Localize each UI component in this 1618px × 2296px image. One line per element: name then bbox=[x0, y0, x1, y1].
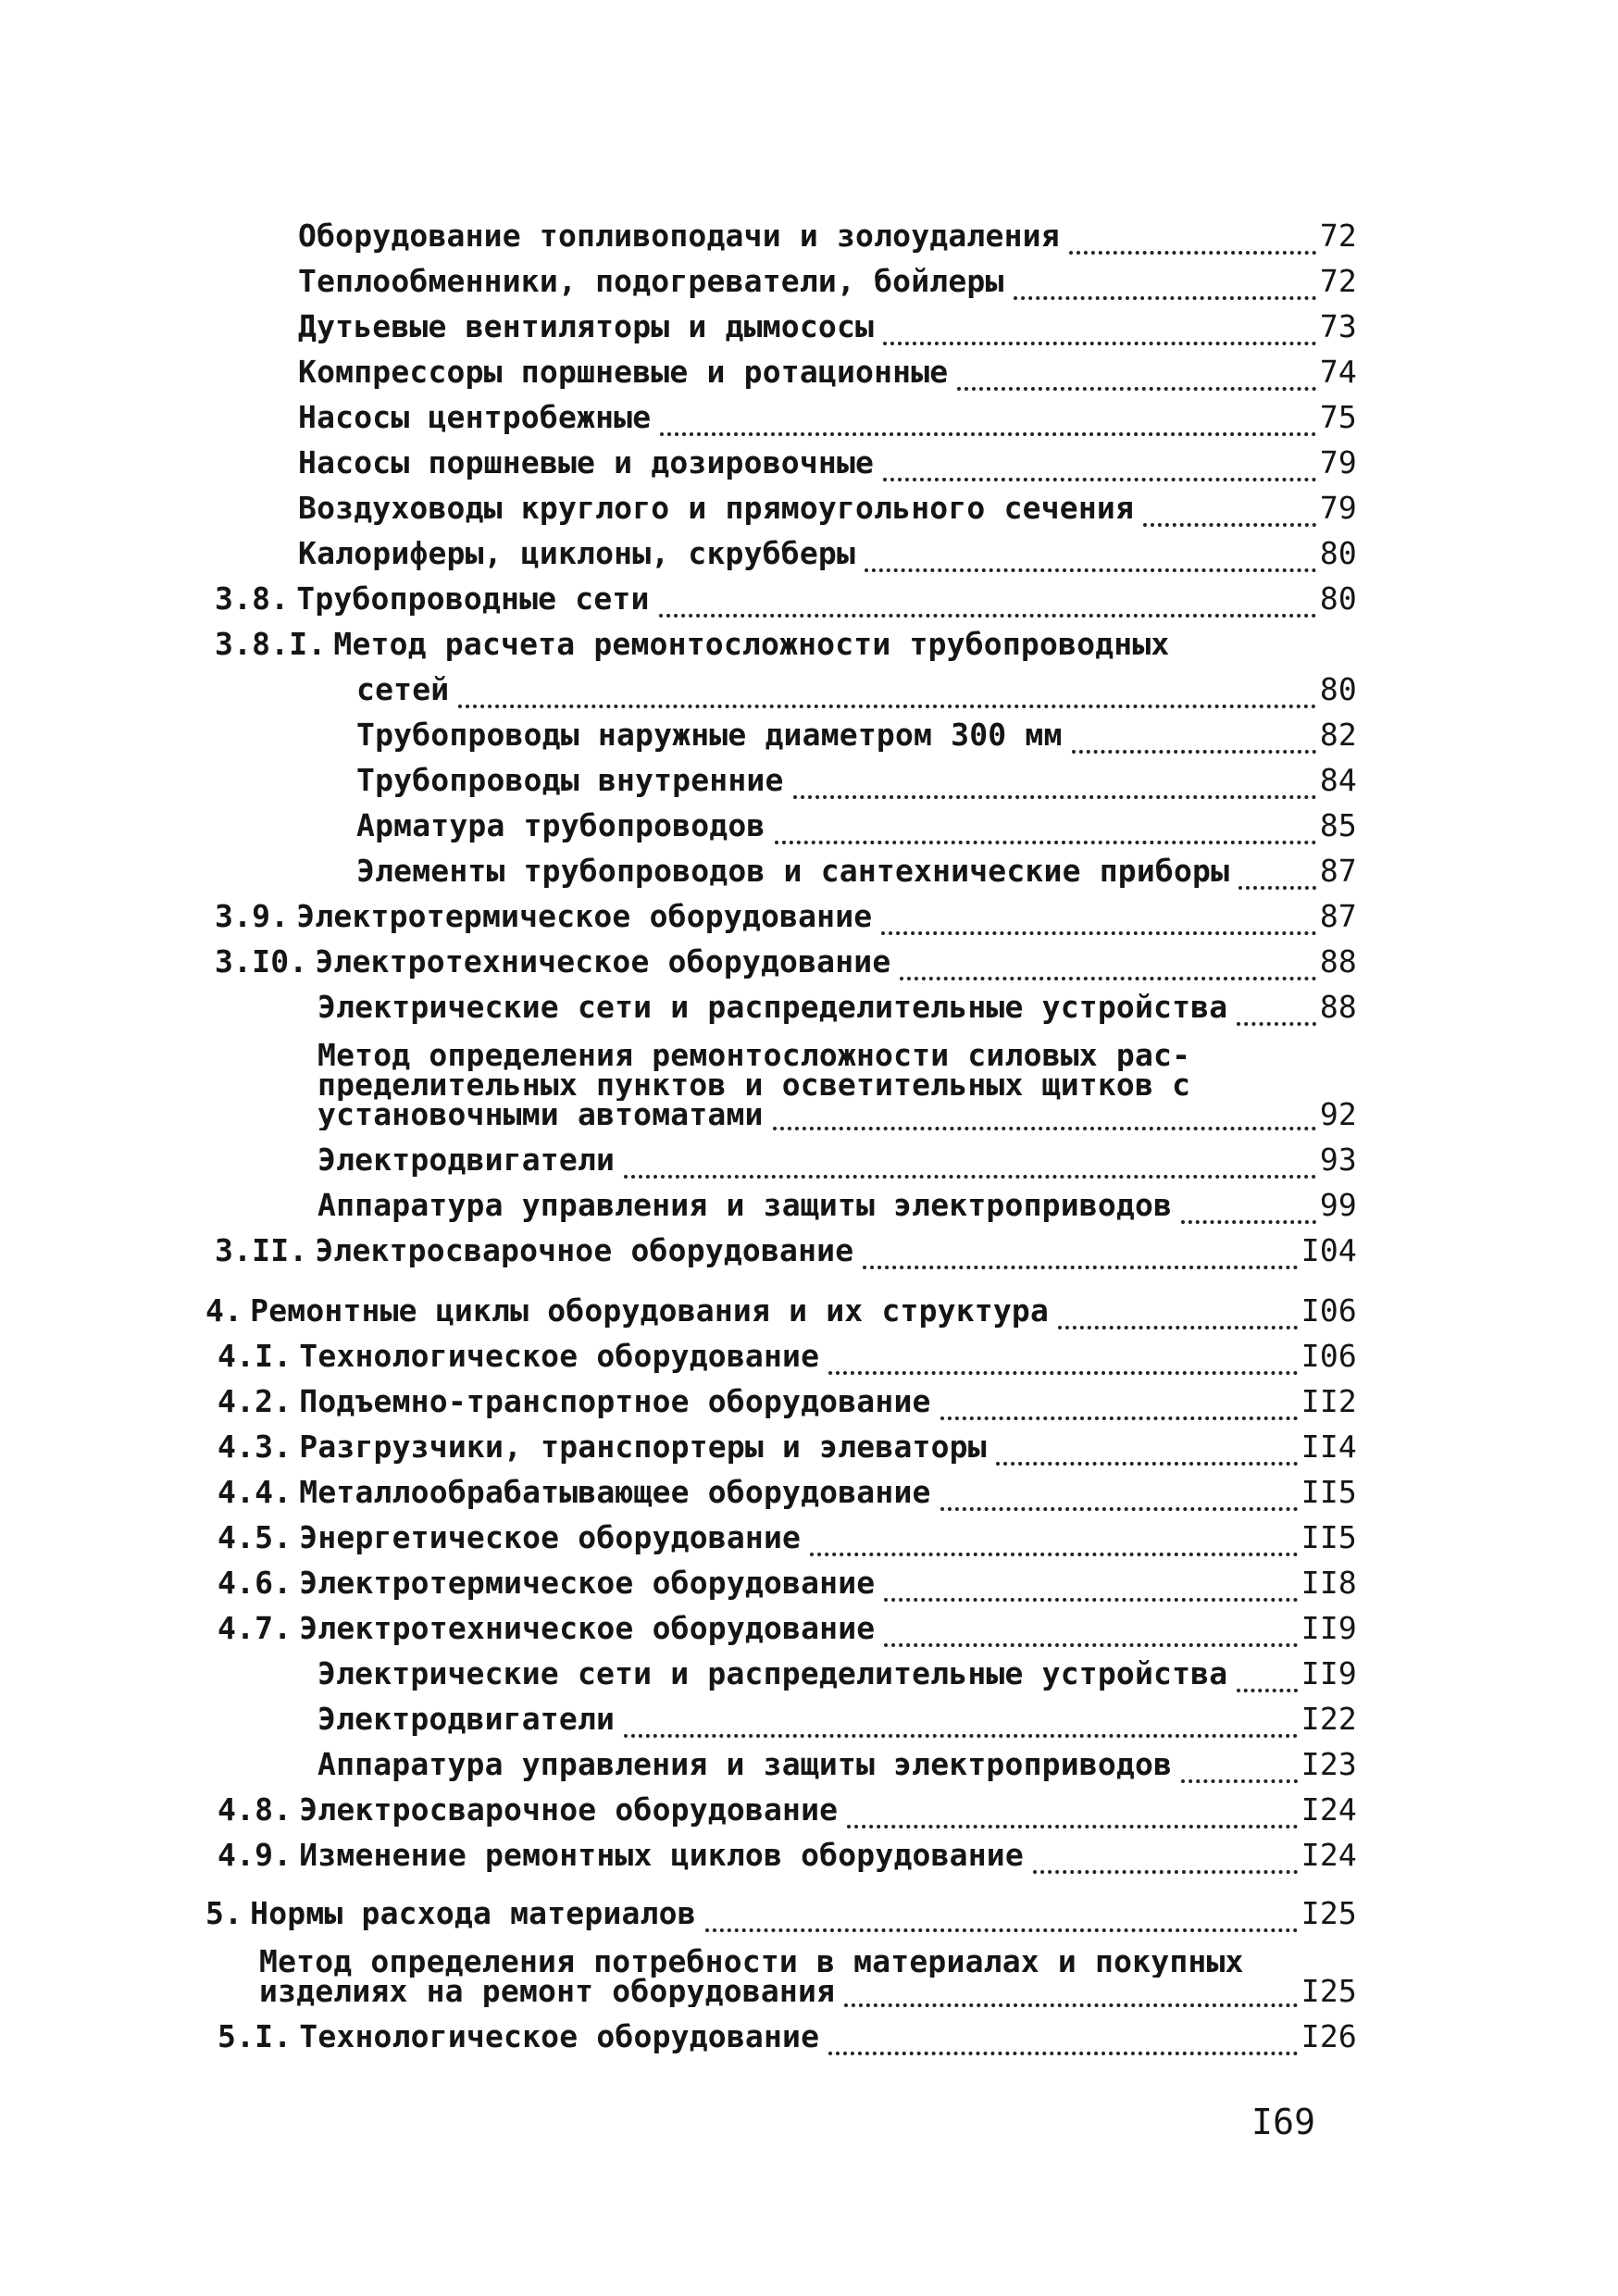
toc-entry-number: 4.4. bbox=[218, 1474, 292, 1510]
toc-entry bbox=[298, 490, 1357, 527]
toc-entry-page: 99 bbox=[1319, 1187, 1357, 1223]
toc-entry-title: Электротермическое оборудование bbox=[296, 898, 873, 934]
toc-entry bbox=[298, 399, 1357, 436]
leader-dots bbox=[793, 769, 1316, 799]
leader-dots bbox=[1014, 270, 1316, 300]
leader-dots bbox=[1237, 1663, 1297, 1692]
leader-dots bbox=[940, 1481, 1298, 1511]
toc-entry bbox=[218, 1474, 1357, 1511]
toc-entry-number: 5. bbox=[205, 1895, 243, 1931]
leader-dots bbox=[940, 1391, 1298, 1420]
toc-entry bbox=[218, 1338, 1357, 1375]
toc-entry-title: Теплообменники, подогреватели, бойлеры bbox=[298, 263, 1004, 299]
toc-entry-title: Метод определения ремонтосложности силовых рас- bbox=[317, 1040, 1191, 1071]
toc-entry bbox=[356, 717, 1357, 754]
toc-entry-page: I06 bbox=[1301, 1338, 1357, 1374]
leader-dots bbox=[844, 1978, 1298, 2007]
toc-entry-number: 3.8. bbox=[215, 580, 290, 617]
toc-entry-number: 3.9. bbox=[215, 898, 290, 934]
leader-dots bbox=[881, 905, 1315, 935]
toc-entry-page: 79 bbox=[1319, 490, 1357, 526]
toc-entry bbox=[298, 263, 1357, 300]
toc-entry bbox=[218, 1429, 1357, 1466]
toc-entry-title: Элементы трубопроводов и сантехнические приборы bbox=[356, 853, 1230, 889]
toc-entry-title: Электротехническое оборудование bbox=[299, 1610, 876, 1646]
toc-entry bbox=[298, 308, 1357, 345]
toc-entry-title: Технологическое оборудование bbox=[299, 1338, 820, 1374]
toc-entry-page: 75 bbox=[1319, 399, 1357, 435]
leader-dots bbox=[883, 316, 1316, 345]
leader-dots bbox=[660, 406, 1316, 436]
leader-dots bbox=[624, 1708, 1298, 1738]
toc-entry-title: Энергетическое оборудование bbox=[299, 1519, 802, 1555]
leader-dots bbox=[996, 1436, 1298, 1466]
toc-entry bbox=[317, 1093, 1357, 1130]
toc-entry-number: 3.8.I. bbox=[215, 626, 327, 662]
toc-entry-page: I24 bbox=[1301, 1837, 1357, 1873]
toc-entry bbox=[259, 1970, 1357, 2007]
toc-entry-title: Насосы поршневые и дозировочные bbox=[298, 444, 875, 480]
toc-entry-number: 4.9. bbox=[218, 1837, 292, 1873]
toc-entry bbox=[218, 1565, 1357, 1602]
toc-entry bbox=[317, 1187, 1357, 1224]
leader-dots bbox=[863, 1240, 1297, 1269]
toc-entry-title: Электродвигатели bbox=[317, 1142, 616, 1178]
toc-entry-title: Аппаратура управления и защиты электроприводов bbox=[317, 1746, 1173, 1782]
toc-entry-page: 82 bbox=[1319, 717, 1357, 753]
toc-entry-page: 80 bbox=[1319, 671, 1357, 707]
toc-entry-title: Ремонтные циклы оборудования и их структура bbox=[250, 1292, 1050, 1329]
toc-entry-title: Трубопроводы наружные диаметром 300 мм bbox=[356, 717, 1063, 753]
toc-entry-number: 4.3. bbox=[218, 1429, 292, 1465]
toc-entry-title: Электротехническое оборудование bbox=[315, 943, 891, 980]
toc-entry-number: 5.I. bbox=[218, 2018, 292, 2054]
toc-entry-title: Металлообрабатывающее оборудование bbox=[299, 1474, 931, 1510]
leader-dots bbox=[847, 1799, 1298, 1828]
leader-dots bbox=[1033, 1844, 1298, 1874]
toc-entry-title: Метод расчета ремонтосложности трубопроводных bbox=[333, 626, 1170, 662]
leader-dots bbox=[884, 1572, 1297, 1602]
toc-entry-page: I23 bbox=[1301, 1746, 1357, 1782]
toc-entry bbox=[205, 1895, 1357, 1932]
leader-dots bbox=[810, 1527, 1298, 1556]
toc-entry-number: 3.I0. bbox=[215, 943, 308, 980]
toc-entry-page: 87 bbox=[1319, 898, 1357, 934]
toc-entry-title: Воздуховоды круглого и прямоугольного сечения bbox=[298, 490, 1135, 526]
toc-entry-title: Электросварочное оборудование bbox=[299, 1791, 839, 1828]
toc-entry-page: 87 bbox=[1319, 853, 1357, 889]
toc-entry bbox=[317, 1142, 1357, 1179]
toc-entry-title: Оборудование топливоподачи и золоудаления bbox=[298, 218, 1060, 254]
toc-entry-page: II9 bbox=[1301, 1655, 1357, 1691]
toc-entry-title: Калориферы, циклоны, скрубберы bbox=[298, 535, 856, 571]
leader-dots bbox=[458, 679, 1316, 708]
leader-dots bbox=[957, 361, 1315, 391]
toc-entry bbox=[205, 1292, 1357, 1329]
leader-dots bbox=[883, 452, 1316, 481]
toc-entry-title: Арматура трубопроводов bbox=[356, 807, 765, 843]
toc-entry-title: установочными автоматами bbox=[317, 1099, 764, 1130]
toc-entry-page: 72 bbox=[1319, 218, 1357, 254]
toc-entry-page: 93 bbox=[1319, 1142, 1357, 1178]
toc-entry bbox=[298, 218, 1357, 255]
toc-entry-title: Компрессоры поршневые и ротационные bbox=[298, 354, 949, 390]
leader-dots bbox=[1143, 497, 1316, 527]
toc-entry-page: II4 bbox=[1301, 1429, 1357, 1465]
toc-entry-title: Аппаратура управления и защиты электроприводов bbox=[317, 1187, 1173, 1223]
leader-dots bbox=[884, 1617, 1297, 1647]
toc-entry-title: Трубопроводные сети bbox=[296, 580, 650, 617]
toc-entry-page: 88 bbox=[1319, 943, 1357, 980]
toc-entry-page: 88 bbox=[1319, 989, 1357, 1025]
toc-entry-title: Технологическое оборудование bbox=[299, 2018, 820, 2054]
leader-dots bbox=[659, 588, 1316, 618]
toc-entry-title: Электродвигатели bbox=[317, 1701, 616, 1737]
toc-entry-page: I06 bbox=[1301, 1292, 1357, 1329]
toc-entry-title: Дутьевые вентиляторы и дымососы bbox=[298, 308, 875, 344]
toc-entry-page: 92 bbox=[1319, 1096, 1357, 1132]
leader-dots bbox=[1069, 225, 1316, 255]
toc-entry-title: Насосы центробежные bbox=[298, 399, 652, 435]
toc-entry-number: 4. bbox=[205, 1292, 243, 1329]
toc-entry-page: I22 bbox=[1301, 1701, 1357, 1737]
toc-entry-number: 4.2. bbox=[218, 1383, 292, 1419]
toc-entry-title: Трубопроводы внутренние bbox=[356, 762, 784, 798]
leader-dots bbox=[1181, 1753, 1298, 1783]
toc-entry bbox=[215, 626, 1357, 663]
toc-entry-title: Нормы расхода материалов bbox=[250, 1895, 696, 1931]
toc-entry-page: 85 bbox=[1319, 807, 1357, 843]
toc-entry bbox=[218, 1519, 1357, 1556]
toc-entry bbox=[215, 898, 1357, 935]
toc-entry-number: 4.I. bbox=[218, 1338, 292, 1374]
toc-entry bbox=[356, 807, 1357, 844]
toc-entry-page: II2 bbox=[1301, 1383, 1357, 1419]
toc-entry-page: 72 bbox=[1319, 263, 1357, 299]
toc-entry-title: Электрические сети и распределительные устройства bbox=[317, 1655, 1228, 1691]
toc-entry-page: I25 bbox=[1301, 1973, 1357, 2009]
toc-entry-page: 73 bbox=[1319, 308, 1357, 344]
toc-entry bbox=[215, 943, 1357, 980]
toc-entry bbox=[317, 1655, 1357, 1692]
toc-entry bbox=[218, 1837, 1357, 1874]
toc-entry-page: II8 bbox=[1301, 1565, 1357, 1601]
leader-dots bbox=[1058, 1300, 1298, 1329]
toc-entry-title: Разгрузчики, транспортеры и элеваторы bbox=[299, 1429, 987, 1465]
leader-dots bbox=[1238, 860, 1316, 890]
toc-entry-title: Изменение ремонтных циклов оборудование bbox=[299, 1837, 1024, 1873]
toc-entry bbox=[356, 671, 1357, 708]
toc-entry-number: 3.II. bbox=[215, 1232, 308, 1268]
leader-dots bbox=[1181, 1194, 1316, 1224]
toc-entry-page: 84 bbox=[1319, 762, 1357, 798]
toc-entry-title: Подъемно-транспортное оборудование bbox=[299, 1383, 931, 1419]
toc-entry bbox=[218, 1791, 1357, 1828]
toc-entry-page: I24 bbox=[1301, 1791, 1357, 1828]
leader-dots bbox=[1237, 996, 1316, 1026]
toc-entry bbox=[215, 580, 1357, 618]
toc-entry-page: II5 bbox=[1301, 1519, 1357, 1555]
toc-entry bbox=[356, 853, 1357, 890]
toc-entry-title: Метод определения потребности в материалах и покупных bbox=[259, 1946, 1244, 1978]
toc-entry bbox=[317, 1746, 1357, 1783]
toc-entry bbox=[298, 535, 1357, 572]
toc-entry bbox=[218, 1610, 1357, 1647]
toc-entry-page: I26 bbox=[1301, 2018, 1357, 2054]
leader-dots bbox=[865, 543, 1316, 572]
leader-dots bbox=[1072, 724, 1316, 754]
leader-dots bbox=[705, 1903, 1298, 1932]
toc-entry-title: Электротермическое оборудование bbox=[299, 1565, 876, 1601]
toc-entry-page: II5 bbox=[1301, 1474, 1357, 1510]
leader-dots bbox=[775, 815, 1316, 844]
toc-entry-title: изделиях на ремонт оборудования bbox=[259, 1976, 836, 2007]
toc-entry bbox=[298, 444, 1357, 481]
toc-entry-page: 79 bbox=[1319, 444, 1357, 480]
leader-dots bbox=[773, 1101, 1316, 1130]
toc-entry bbox=[317, 1701, 1357, 1738]
toc-entry-page: II9 bbox=[1301, 1610, 1357, 1646]
toc-entry-page: 80 bbox=[1319, 535, 1357, 571]
toc-entry bbox=[218, 1383, 1357, 1420]
toc-entry-page: I25 bbox=[1301, 1895, 1357, 1931]
toc-entry-title: пределительных пунктов и осветительных щитков с bbox=[317, 1069, 1191, 1101]
toc-entry-page: I04 bbox=[1301, 1232, 1357, 1268]
leader-dots bbox=[624, 1149, 1316, 1179]
leader-dots bbox=[900, 951, 1315, 980]
toc-entry-title: Электросварочное оборудование bbox=[315, 1232, 854, 1268]
toc-entry-title: сетей bbox=[356, 671, 450, 707]
page-number: I69 bbox=[1251, 2102, 1316, 2142]
toc-entry bbox=[215, 1232, 1357, 1269]
leader-dots bbox=[828, 2026, 1298, 2055]
toc-entry-number: 4.7. bbox=[218, 1610, 292, 1646]
toc-entry-page: 80 bbox=[1319, 580, 1357, 617]
leader-dots bbox=[828, 1345, 1298, 1375]
toc-entry-number: 4.5. bbox=[218, 1519, 292, 1555]
toc-entry-number: 4.6. bbox=[218, 1565, 292, 1601]
toc-entry-page: 74 bbox=[1319, 354, 1357, 390]
toc-entry-title: Электрические сети и распределительные устройства bbox=[317, 989, 1228, 1025]
toc-entry-number: 4.8. bbox=[218, 1791, 292, 1828]
toc-entry bbox=[317, 989, 1357, 1026]
toc-entry bbox=[298, 354, 1357, 391]
toc-entry bbox=[356, 762, 1357, 799]
toc-entry bbox=[218, 2018, 1357, 2055]
